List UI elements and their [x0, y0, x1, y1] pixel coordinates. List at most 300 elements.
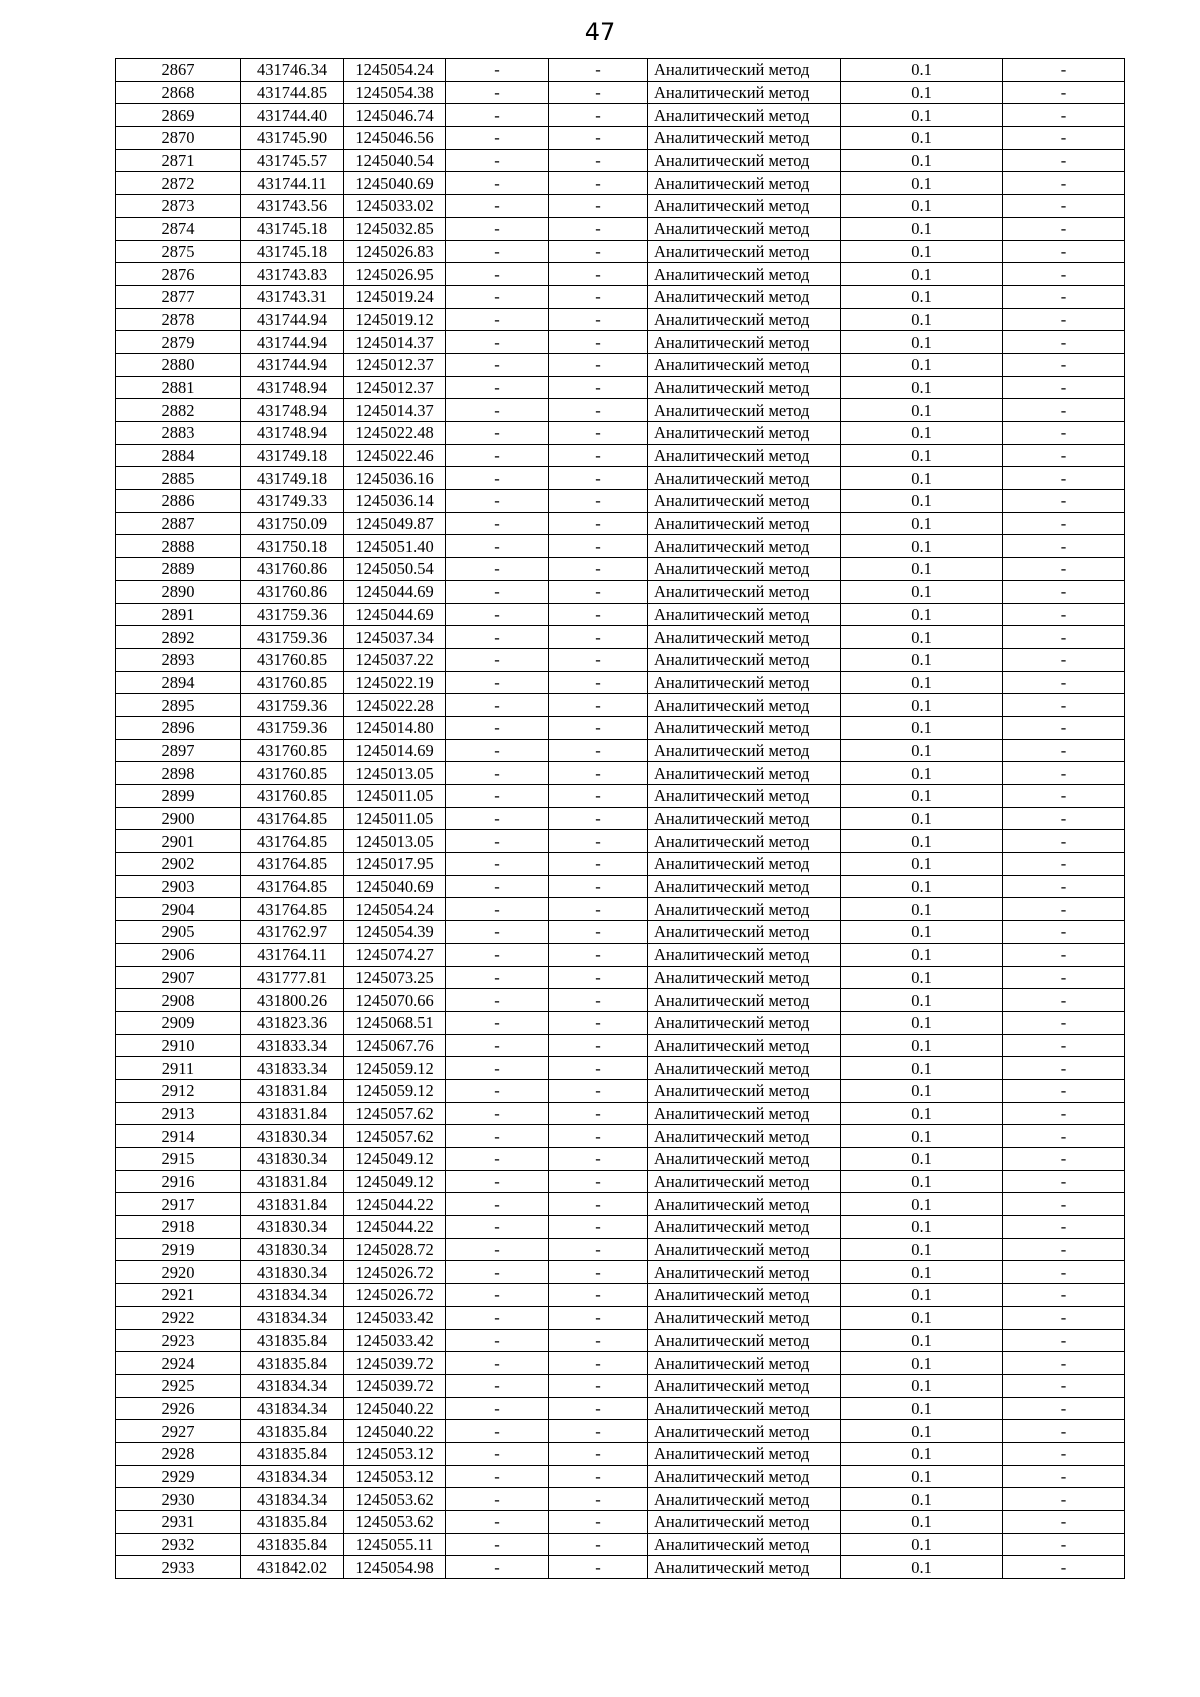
cell-coord-x: 431830.34	[241, 1125, 344, 1148]
cell-coord-y: 1245050.54	[344, 558, 446, 581]
cell-accuracy: 0.1	[841, 59, 1003, 82]
cell-col-5-value: -	[549, 943, 648, 966]
cell-coord-x: 431750.09	[241, 512, 344, 535]
cell-coord-y: 1245032.85	[344, 217, 446, 240]
cell-col-8-value: -	[1003, 580, 1125, 603]
cell-col-8-value: -	[1003, 490, 1125, 513]
cell-col-4-value: -	[446, 558, 549, 581]
cell-col-4-value: -	[446, 353, 549, 376]
cell-col-5-value: -	[549, 422, 648, 445]
cell-method: Аналитический метод	[648, 1057, 841, 1080]
table-row	[116, 490, 1125, 513]
table-row	[116, 580, 1125, 603]
cell-col-8-value: -	[1003, 331, 1125, 354]
cell-col-5-value: -	[549, 1374, 648, 1397]
cell-col-8-value: -	[1003, 467, 1125, 490]
cell-col-8-value: -	[1003, 1511, 1125, 1534]
cell-col-8-value: -	[1003, 376, 1125, 399]
cell-method: Аналитический метод	[648, 626, 841, 649]
cell-point-number: 2911	[116, 1057, 241, 1080]
cell-coord-x: 431764.85	[241, 853, 344, 876]
cell-col-8-value: -	[1003, 172, 1125, 195]
cell-point-number: 2889	[116, 558, 241, 581]
cell-method: Аналитический метод	[648, 1488, 841, 1511]
cell-accuracy: 0.1	[841, 127, 1003, 150]
cell-col-4-value: -	[446, 308, 549, 331]
cell-point-number: 2871	[116, 149, 241, 172]
cell-col-8-value: -	[1003, 195, 1125, 218]
cell-point-number: 2880	[116, 353, 241, 376]
cell-coord-y: 1245013.05	[344, 830, 446, 853]
cell-col-5-value: -	[549, 331, 648, 354]
cell-col-5-value: -	[549, 671, 648, 694]
cell-accuracy: 0.1	[841, 1034, 1003, 1057]
cell-col-8-value: -	[1003, 762, 1125, 785]
cell-method: Аналитический метод	[648, 331, 841, 354]
cell-col-8-value: -	[1003, 694, 1125, 717]
cell-coord-y: 1245044.22	[344, 1216, 446, 1239]
cell-coord-x: 431831.84	[241, 1102, 344, 1125]
cell-col-8-value: -	[1003, 921, 1125, 944]
cell-point-number: 2917	[116, 1193, 241, 1216]
cell-col-8-value: -	[1003, 59, 1125, 82]
cell-coord-y: 1245054.98	[344, 1556, 446, 1579]
table-row	[116, 626, 1125, 649]
cell-coord-x: 431759.36	[241, 716, 344, 739]
cell-coord-x: 431831.84	[241, 1170, 344, 1193]
cell-coord-x: 431760.85	[241, 648, 344, 671]
cell-point-number: 2906	[116, 943, 241, 966]
table-row	[116, 195, 1125, 218]
cell-accuracy: 0.1	[841, 921, 1003, 944]
cell-coord-y: 1245073.25	[344, 966, 446, 989]
cell-coord-y: 1245040.22	[344, 1397, 446, 1420]
cell-method: Аналитический метод	[648, 1011, 841, 1034]
cell-col-5-value: -	[549, 1306, 648, 1329]
cell-method: Аналитический метод	[648, 1306, 841, 1329]
cell-method: Аналитический метод	[648, 648, 841, 671]
cell-coord-x: 431744.94	[241, 331, 344, 354]
cell-col-8-value: -	[1003, 444, 1125, 467]
table-row	[116, 1329, 1125, 1352]
table-row	[116, 1397, 1125, 1420]
table-row	[116, 353, 1125, 376]
table-row	[116, 558, 1125, 581]
cell-coord-y: 1245017.95	[344, 853, 446, 876]
cell-coord-x: 431745.57	[241, 149, 344, 172]
table-row	[116, 785, 1125, 808]
cell-col-5-value: -	[549, 376, 648, 399]
cell-coord-x: 431834.34	[241, 1306, 344, 1329]
cell-coord-x: 431830.34	[241, 1238, 344, 1261]
cell-col-5-value: -	[549, 149, 648, 172]
cell-col-8-value: -	[1003, 1329, 1125, 1352]
cell-method: Аналитический метод	[648, 671, 841, 694]
cell-point-number: 2912	[116, 1079, 241, 1102]
cell-coord-y: 1245054.38	[344, 81, 446, 104]
cell-method: Аналитический метод	[648, 444, 841, 467]
cell-method: Аналитический метод	[648, 240, 841, 263]
cell-col-4-value: -	[446, 195, 549, 218]
cell-coord-y: 1245040.22	[344, 1420, 446, 1443]
cell-coord-y: 1245012.37	[344, 376, 446, 399]
cell-col-4-value: -	[446, 603, 549, 626]
cell-col-5-value: -	[549, 1102, 648, 1125]
cell-col-8-value: -	[1003, 1216, 1125, 1239]
cell-col-5-value: -	[549, 1148, 648, 1171]
cell-col-5-value: -	[549, 490, 648, 513]
cell-coord-y: 1245054.39	[344, 921, 446, 944]
cell-method: Аналитический метод	[648, 422, 841, 445]
cell-coord-x: 431745.90	[241, 127, 344, 150]
cell-col-5-value: -	[549, 195, 648, 218]
cell-coord-y: 1245012.37	[344, 353, 446, 376]
cell-col-8-value: -	[1003, 807, 1125, 830]
cell-accuracy: 0.1	[841, 989, 1003, 1012]
cell-point-number: 2913	[116, 1102, 241, 1125]
table-row	[116, 399, 1125, 422]
cell-point-number: 2916	[116, 1170, 241, 1193]
cell-point-number: 2932	[116, 1533, 241, 1556]
cell-col-4-value: -	[446, 807, 549, 830]
cell-coord-y: 1245044.69	[344, 603, 446, 626]
cell-col-5-value: -	[549, 1420, 648, 1443]
cell-accuracy: 0.1	[841, 308, 1003, 331]
cell-col-4-value: -	[446, 1488, 549, 1511]
cell-coord-x: 431760.85	[241, 739, 344, 762]
cell-col-8-value: -	[1003, 1261, 1125, 1284]
cell-accuracy: 0.1	[841, 853, 1003, 876]
cell-col-4-value: -	[446, 1465, 549, 1488]
cell-coord-x: 431743.31	[241, 285, 344, 308]
cell-col-8-value: -	[1003, 1011, 1125, 1034]
cell-col-4-value: -	[446, 1511, 549, 1534]
cell-accuracy: 0.1	[841, 785, 1003, 808]
cell-coord-x: 431831.84	[241, 1079, 344, 1102]
cell-accuracy: 0.1	[841, 1170, 1003, 1193]
cell-coord-x: 431835.84	[241, 1420, 344, 1443]
cell-col-5-value: -	[549, 966, 648, 989]
cell-method: Аналитический метод	[648, 921, 841, 944]
table-row	[116, 1238, 1125, 1261]
cell-point-number: 2910	[116, 1034, 241, 1057]
cell-col-5-value: -	[549, 399, 648, 422]
cell-col-8-value: -	[1003, 1465, 1125, 1488]
cell-col-4-value: -	[446, 490, 549, 513]
cell-coord-x: 431842.02	[241, 1556, 344, 1579]
cell-method: Аналитический метод	[648, 1216, 841, 1239]
cell-col-4-value: -	[446, 716, 549, 739]
cell-accuracy: 0.1	[841, 807, 1003, 830]
cell-col-4-value: -	[446, 467, 549, 490]
cell-col-8-value: -	[1003, 671, 1125, 694]
cell-method: Аналитический метод	[648, 376, 841, 399]
cell-col-4-value: -	[446, 943, 549, 966]
cell-accuracy: 0.1	[841, 1442, 1003, 1465]
cell-col-4-value: -	[446, 898, 549, 921]
cell-point-number: 2919	[116, 1238, 241, 1261]
cell-col-4-value: -	[446, 1011, 549, 1034]
cell-col-5-value: -	[549, 830, 648, 853]
table-row	[116, 1533, 1125, 1556]
cell-coord-x: 431743.83	[241, 263, 344, 286]
cell-accuracy: 0.1	[841, 104, 1003, 127]
table-body	[116, 59, 1125, 1579]
cell-col-8-value: -	[1003, 104, 1125, 127]
cell-col-8-value: -	[1003, 830, 1125, 853]
cell-coord-y: 1245055.11	[344, 1533, 446, 1556]
cell-method: Аналитический метод	[648, 1034, 841, 1057]
cell-method: Аналитический метод	[648, 966, 841, 989]
cell-method: Аналитический метод	[648, 853, 841, 876]
cell-col-4-value: -	[446, 1125, 549, 1148]
cell-coord-y: 1245026.72	[344, 1284, 446, 1307]
cell-method: Аналитический метод	[648, 467, 841, 490]
cell-coord-y: 1245044.22	[344, 1193, 446, 1216]
cell-point-number: 2902	[116, 853, 241, 876]
cell-point-number: 2870	[116, 127, 241, 150]
cell-accuracy: 0.1	[841, 512, 1003, 535]
cell-point-number: 2915	[116, 1148, 241, 1171]
cell-accuracy: 0.1	[841, 1238, 1003, 1261]
cell-col-4-value: -	[446, 1148, 549, 1171]
cell-col-4-value: -	[446, 989, 549, 1012]
cell-col-5-value: -	[549, 104, 648, 127]
cell-col-4-value: -	[446, 1261, 549, 1284]
cell-col-8-value: -	[1003, 1488, 1125, 1511]
cell-accuracy: 0.1	[841, 240, 1003, 263]
table-row	[116, 81, 1125, 104]
cell-col-5-value: -	[549, 81, 648, 104]
cell-col-8-value: -	[1003, 217, 1125, 240]
cell-accuracy: 0.1	[841, 490, 1003, 513]
cell-coord-y: 1245014.37	[344, 331, 446, 354]
cell-col-4-value: -	[446, 512, 549, 535]
table-row	[116, 1034, 1125, 1057]
cell-col-4-value: -	[446, 1556, 549, 1579]
cell-accuracy: 0.1	[841, 467, 1003, 490]
cell-coord-y: 1245044.69	[344, 580, 446, 603]
cell-point-number: 2908	[116, 989, 241, 1012]
cell-col-5-value: -	[549, 1034, 648, 1057]
cell-coord-x: 431835.84	[241, 1533, 344, 1556]
cell-point-number: 2897	[116, 739, 241, 762]
cell-col-5-value: -	[549, 172, 648, 195]
cell-col-4-value: -	[446, 1216, 549, 1239]
cell-coord-x: 431759.36	[241, 626, 344, 649]
coordinates-table	[115, 58, 1125, 1579]
cell-coord-y: 1245022.48	[344, 422, 446, 445]
cell-coord-x: 431762.97	[241, 921, 344, 944]
cell-coord-y: 1245022.46	[344, 444, 446, 467]
cell-coord-y: 1245040.69	[344, 875, 446, 898]
cell-col-5-value: -	[549, 807, 648, 830]
cell-coord-y: 1245026.83	[344, 240, 446, 263]
cell-col-8-value: -	[1003, 1238, 1125, 1261]
cell-coord-y: 1245033.42	[344, 1306, 446, 1329]
cell-accuracy: 0.1	[841, 1329, 1003, 1352]
cell-col-4-value: -	[446, 1102, 549, 1125]
cell-col-5-value: -	[549, 217, 648, 240]
cell-method: Аналитический метод	[648, 898, 841, 921]
cell-point-number: 2900	[116, 807, 241, 830]
cell-coord-x: 431760.85	[241, 785, 344, 808]
cell-coord-y: 1245059.12	[344, 1057, 446, 1080]
cell-accuracy: 0.1	[841, 1488, 1003, 1511]
table-row	[116, 240, 1125, 263]
cell-point-number: 2909	[116, 1011, 241, 1034]
cell-col-5-value: -	[549, 853, 648, 876]
table-row	[116, 376, 1125, 399]
cell-col-4-value: -	[446, 694, 549, 717]
cell-accuracy: 0.1	[841, 1125, 1003, 1148]
cell-point-number: 2933	[116, 1556, 241, 1579]
cell-accuracy: 0.1	[841, 1556, 1003, 1579]
cell-point-number: 2928	[116, 1442, 241, 1465]
cell-coord-x: 431745.18	[241, 217, 344, 240]
table-row	[116, 467, 1125, 490]
cell-coord-y: 1245039.72	[344, 1374, 446, 1397]
cell-point-number: 2898	[116, 762, 241, 785]
cell-coord-y: 1245014.80	[344, 716, 446, 739]
cell-point-number: 2883	[116, 422, 241, 445]
cell-method: Аналитический метод	[648, 989, 841, 1012]
cell-accuracy: 0.1	[841, 671, 1003, 694]
cell-accuracy: 0.1	[841, 399, 1003, 422]
cell-col-8-value: -	[1003, 422, 1125, 445]
cell-col-4-value: -	[446, 172, 549, 195]
cell-coord-x: 431764.85	[241, 830, 344, 853]
cell-method: Аналитический метод	[648, 1261, 841, 1284]
cell-col-4-value: -	[446, 376, 549, 399]
cell-col-8-value: -	[1003, 149, 1125, 172]
cell-point-number: 2890	[116, 580, 241, 603]
cell-col-8-value: -	[1003, 1079, 1125, 1102]
table-row	[116, 1556, 1125, 1579]
cell-col-5-value: -	[549, 308, 648, 331]
cell-point-number: 2873	[116, 195, 241, 218]
cell-col-5-value: -	[549, 875, 648, 898]
cell-col-4-value: -	[446, 966, 549, 989]
cell-point-number: 2876	[116, 263, 241, 286]
cell-col-8-value: -	[1003, 1397, 1125, 1420]
cell-point-number: 2896	[116, 716, 241, 739]
cell-col-5-value: -	[549, 716, 648, 739]
table-row	[116, 898, 1125, 921]
cell-method: Аналитический метод	[648, 875, 841, 898]
cell-col-4-value: -	[446, 399, 549, 422]
cell-coord-y: 1245011.05	[344, 785, 446, 808]
cell-point-number: 2886	[116, 490, 241, 513]
cell-col-8-value: -	[1003, 535, 1125, 558]
cell-method: Аналитический метод	[648, 195, 841, 218]
cell-col-8-value: -	[1003, 1284, 1125, 1307]
cell-method: Аналитический метод	[648, 1329, 841, 1352]
cell-col-4-value: -	[446, 785, 549, 808]
cell-method: Аналитический метод	[648, 1170, 841, 1193]
cell-coord-x: 431745.18	[241, 240, 344, 263]
cell-accuracy: 0.1	[841, 1011, 1003, 1034]
cell-col-5-value: -	[549, 1261, 648, 1284]
table-row	[116, 512, 1125, 535]
cell-accuracy: 0.1	[841, 331, 1003, 354]
cell-coord-x: 431834.34	[241, 1374, 344, 1397]
cell-point-number: 2924	[116, 1352, 241, 1375]
cell-col-5-value: -	[549, 739, 648, 762]
cell-coord-y: 1245036.14	[344, 490, 446, 513]
cell-col-4-value: -	[446, 830, 549, 853]
cell-coord-y: 1245053.62	[344, 1488, 446, 1511]
cell-point-number: 2905	[116, 921, 241, 944]
cell-col-8-value: -	[1003, 1556, 1125, 1579]
cell-method: Аналитический метод	[648, 490, 841, 513]
cell-coord-x: 431759.36	[241, 694, 344, 717]
cell-col-5-value: -	[549, 263, 648, 286]
table-row	[116, 966, 1125, 989]
table-row	[116, 217, 1125, 240]
cell-coord-x: 431760.86	[241, 580, 344, 603]
cell-col-4-value: -	[446, 1533, 549, 1556]
cell-point-number: 2931	[116, 1511, 241, 1534]
table-row	[116, 127, 1125, 150]
table-row	[116, 1420, 1125, 1443]
cell-coord-x: 431744.94	[241, 353, 344, 376]
cell-col-8-value: -	[1003, 263, 1125, 286]
cell-coord-x: 431760.85	[241, 762, 344, 785]
cell-coord-y: 1245033.42	[344, 1329, 446, 1352]
cell-accuracy: 0.1	[841, 1148, 1003, 1171]
cell-coord-x: 431764.85	[241, 875, 344, 898]
cell-col-4-value: -	[446, 1238, 549, 1261]
table-row	[116, 739, 1125, 762]
table-row	[116, 1102, 1125, 1125]
cell-coord-x: 431834.34	[241, 1465, 344, 1488]
table-row	[116, 1125, 1125, 1148]
cell-method: Аналитический метод	[648, 1079, 841, 1102]
cell-accuracy: 0.1	[841, 195, 1003, 218]
cell-col-4-value: -	[446, 1284, 549, 1307]
cell-col-5-value: -	[549, 1533, 648, 1556]
cell-col-5-value: -	[549, 1238, 648, 1261]
cell-coord-y: 1245049.12	[344, 1148, 446, 1171]
cell-accuracy: 0.1	[841, 739, 1003, 762]
table-row	[116, 943, 1125, 966]
cell-coord-x: 431835.84	[241, 1352, 344, 1375]
table-row	[116, 694, 1125, 717]
cell-coord-x: 431749.33	[241, 490, 344, 513]
table-row	[116, 535, 1125, 558]
cell-col-4-value: -	[446, 1170, 549, 1193]
table-row	[116, 1216, 1125, 1239]
cell-coord-x: 431748.94	[241, 399, 344, 422]
cell-method: Аналитический метод	[648, 1125, 841, 1148]
cell-coord-y: 1245054.24	[344, 59, 446, 82]
cell-coord-x: 431777.81	[241, 966, 344, 989]
cell-col-8-value: -	[1003, 739, 1125, 762]
cell-coord-x: 431800.26	[241, 989, 344, 1012]
cell-coord-y: 1245046.56	[344, 127, 446, 150]
cell-method: Аналитический метод	[648, 785, 841, 808]
cell-col-8-value: -	[1003, 1057, 1125, 1080]
cell-accuracy: 0.1	[841, 444, 1003, 467]
cell-col-4-value: -	[446, 1057, 549, 1080]
cell-point-number: 2885	[116, 467, 241, 490]
table-row	[116, 1465, 1125, 1488]
cell-point-number: 2899	[116, 785, 241, 808]
cell-col-5-value: -	[549, 1488, 648, 1511]
cell-coord-y: 1245074.27	[344, 943, 446, 966]
cell-col-5-value: -	[549, 1284, 648, 1307]
